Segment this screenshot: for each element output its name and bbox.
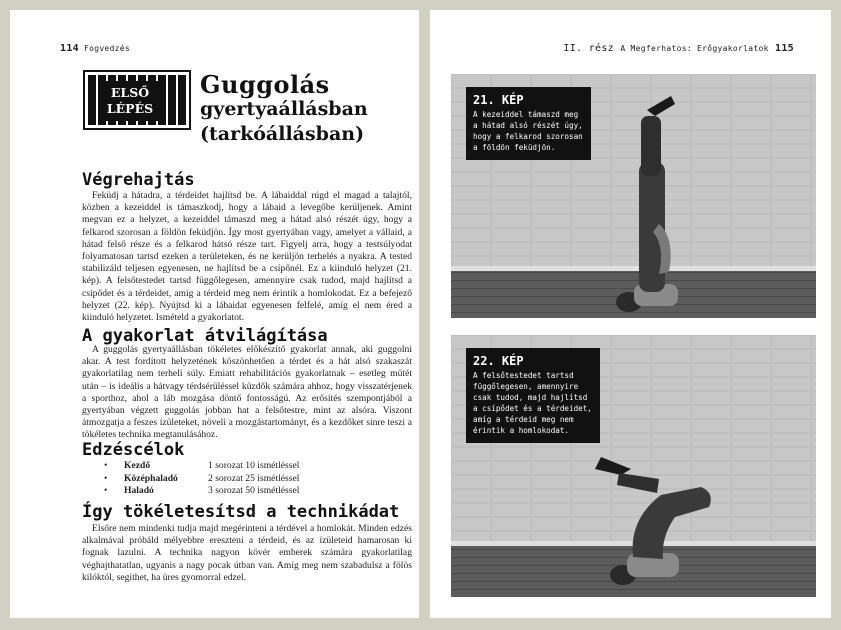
technique-text: Elsőre nem mindenki tudja majd megérinteni a térdével a homlokát. Minden edzés alkalmával próbáld mélyebbre ereszteni a térdeid, és az ízületeid hamarosan ki fognak lazulni. A technika nagyon kövér emberek számára gyakorlatilag véghajthatatlan, ugyanis a nagy pocak útban van. Amíg meg nem szabadulsz a fölös kilóktól, segíthet, ha üres gyomorral edzel.	[82, 523, 412, 583]
right-page	[430, 10, 831, 618]
goals-list	[104, 460, 299, 498]
photo-22-caption-line: függőlegesen, amennyire	[473, 382, 579, 391]
goal-row	[104, 460, 299, 473]
explanation-heading: A gyakorlat átvilágítása	[82, 326, 328, 346]
photo-22-caption-line: A felsőtestedet tartsd	[473, 371, 574, 380]
goal-level: Haladó	[124, 485, 154, 496]
bullet-icon: •	[104, 460, 108, 471]
photo-shoulder-stand	[451, 74, 816, 318]
photo-21-caption-line: a földön feküdjön.	[473, 143, 556, 152]
photo-21-caption-line: A kezeiddel támaszd meg	[473, 110, 579, 119]
photo-knees-to-forehead	[451, 335, 816, 597]
photo-22-caption-line: csak tudod, majd hajlítsd	[473, 393, 588, 402]
execution-text: Feküdj a hátadra, a térdeidet hajlítsd be. A lábaiddal rúgd el magad a talajtól, közben a kezeiddel is támaszkodj, hogy a lábaid a levegőbe kerüljenek. Amint megvan ez a helyzet, a kezeiddel támaszd meg a hátad alsó részét úgy, hogy a felkarod szorosan a földön feküdjön. Így most gyertyában vagy, amelyet a vállaid, a hátad felső része és a felkarod hátsó része tart. Figyelj arra, hogy a testsúlyodat folyamatosan tartsd ezeken a területeken, és ne kerüljön terhelés a nyakra. A tested stabilizáld teljesen egyenesen, ne hajlítsd be a csípőnél. Ez a kiinduló helyzet (21. kép). A felsőtestedet tartsd függőlegesen, amennyire csak tudod, majd hajlítsd a csípődet és a térdeidet, amíg a térdeid meg nem érintik a homlokodat. Ez a befejező helyzet (22. kép). Nyújtsd ki a lábaidat egyenesen felfelé, amíg el nem éred a kiinduló helyzetet. Ismételd a gyakorlatot.	[82, 190, 412, 324]
right-page-number: 115	[775, 43, 794, 54]
exercise-title	[200, 72, 410, 147]
right-running-title: A Megferhatos: Erőgyakorlatok	[620, 44, 769, 53]
goal-value: 3 sorozat 50 ismétléssel	[208, 485, 300, 496]
step-badge-line2: LÉPÉS	[106, 101, 154, 116]
goal-row	[104, 473, 299, 486]
exercise-title-line3: (tarkóállásban)	[200, 123, 365, 145]
left-running-title: Fogvedzés	[83, 44, 131, 53]
execution-heading: Végrehajtás	[82, 170, 195, 190]
photo-22-caption-line: amíg a térdeid meg nem	[473, 415, 574, 424]
photo-22-caption-line: érintik a homlokodat.	[473, 426, 570, 435]
goal-level: Középhaladó	[124, 472, 178, 484]
step-badge	[83, 70, 191, 130]
photo-22-caption	[466, 348, 600, 443]
exercise-title-line1: Guggolás	[200, 70, 330, 99]
left-page	[10, 10, 419, 618]
right-part-label: II. rész	[563, 43, 614, 54]
left-page-header	[60, 43, 130, 54]
photo-21-title: 21. KÉP	[473, 93, 524, 107]
goal-value: 2 sorozat 25 ismétléssel	[208, 472, 300, 484]
photo-21-caption-line: hogy a felkarod szorosan	[473, 132, 583, 141]
photo-22-caption-line: a csípődet és a térdeidet,	[473, 404, 592, 413]
goal-level: Kezdő	[124, 460, 151, 471]
bullet-icon: •	[104, 472, 108, 484]
explanation-text: A guggolás gyertyaállásban tökéletes előkészítő gyakorlat annak, aki guggolni akar. A test fordított helyzetének köszönhetően a térdet és a hát alsó szakaszát gyakorlatilag nem terheli súly. Emiatt rehabilitációs gyakorlatnak – esetleg műtét után – is ideális a hátvagy térdsérüléssel küzdők számára ahhoz, hogy visszatérjenek a sporthoz, ahol a láb mozgása döntő fontosságú. Az erősítés szempontjából a gyertyában végzett guggolás jobban hat a felsőtestre, mint az alsóra. Viszont átmozgatja a feszes ízületeket, növeli a mozgástartományt, és a kezdőket sínre teszi a tökéletes technika megtanulásához.	[82, 344, 412, 441]
exercise-title-line2: gyertyaállásban	[200, 98, 368, 120]
bullet-icon: •	[104, 485, 108, 496]
photo-22-title: 22. KÉP	[473, 354, 524, 368]
right-page-header	[563, 43, 799, 54]
goal-row	[104, 485, 299, 498]
step-badge-line1: ELSŐ	[110, 85, 150, 100]
goal-value: 1 sorozat 10 ismétléssel	[208, 460, 300, 471]
technique-heading: Így tökéletesítsd a technikádat	[82, 502, 400, 522]
goals-heading: Edzéscélok	[82, 440, 185, 460]
left-page-number: 114	[60, 43, 79, 54]
photo-21-caption-line: a hátad alsó részét úgy,	[473, 121, 583, 130]
photo-21-caption	[466, 87, 591, 160]
